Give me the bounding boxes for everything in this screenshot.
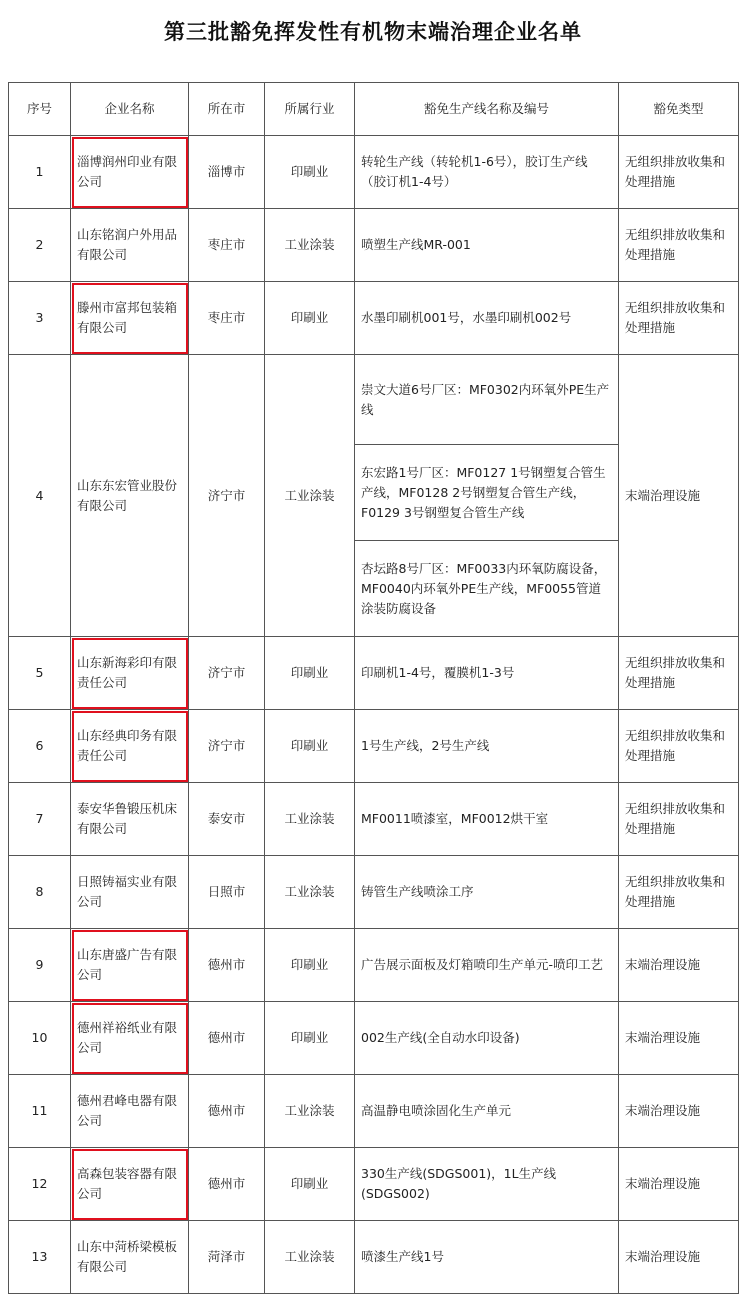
production-lines-cell: MF0011喷漆室，MF0012烘干室 [355,783,619,856]
table-row [9,710,739,783]
exemption-type-cell: 末端治理设施 [619,1002,739,1075]
exemption-type-cell: 末端治理设施 [619,929,739,1002]
exemption-type-cell: 末端治理设施 [619,1148,739,1221]
exemption-type-cell: 无组织排放收集和处理措施 [619,856,739,929]
table-row [9,1002,739,1075]
table-header-row [9,83,739,136]
company-name: 山东铭润户外用品有限公司 [71,209,189,282]
city-cell: 淄博市 [189,136,265,209]
exemption-type-cell: 无组织排放收集和处理措施 [619,637,739,710]
production-lines-cell: 广告展示面板及灯箱喷印生产单元-喷印工艺 [355,929,619,1002]
company-name: 高森包装容器有限公司 [71,1148,189,1221]
row-no: 3 [9,282,71,355]
table-row [9,1221,739,1294]
page-title: 第三批豁免挥发性有机物末端治理企业名单 [164,19,582,44]
row-no: 6 [9,710,71,783]
table-row [9,209,739,282]
city-cell: 德州市 [189,929,265,1002]
exemption-type-cell: 无组织排放收集和处理措施 [619,136,739,209]
industry-cell: 工业涂装 [265,355,355,637]
industry-cell: 工业涂装 [265,856,355,929]
company-name: 山东中菏桥梁模板有限公司 [71,1221,189,1294]
industry-cell: 印刷业 [265,637,355,710]
company-name: 淄博润州印业有限公司 [71,136,189,209]
company-name: 山东东宏管业股份有限公司 [71,355,189,637]
company-name: 滕州市富邦包装箱有限公司 [71,282,189,355]
city-cell: 泰安市 [189,783,265,856]
header-industry: 所属行业 [265,83,355,136]
production-lines-cell: 崇文大道6号厂区：MF0302内环氧外PE生产线 [355,355,619,445]
table-row [9,1148,739,1221]
city-cell: 菏泽市 [189,1221,265,1294]
production-lines-cell: 铸管生产线喷涂工序 [355,856,619,929]
company-name: 泰安华鲁锻压机床有限公司 [71,783,189,856]
city-cell: 枣庄市 [189,282,265,355]
row-no: 2 [9,209,71,282]
header-no: 序号 [9,83,71,136]
city-cell: 德州市 [189,1075,265,1148]
industry-cell: 工业涂装 [265,1075,355,1148]
industry-cell: 印刷业 [265,929,355,1002]
header-name: 企业名称 [71,83,189,136]
table-row [9,637,739,710]
exemption-type-cell: 无组织排放收集和处理措施 [619,282,739,355]
header-type: 豁免类型 [619,83,739,136]
company-name: 德州祥裕纸业有限公司 [71,1002,189,1075]
production-lines-cell: 印刷机1-4号，覆膜机1-3号 [355,637,619,710]
production-lines-cell: 002生产线(全自动水印设备) [355,1002,619,1075]
exemption-type-cell: 末端治理设施 [619,355,739,637]
company-name: 日照铸福实业有限公司 [71,856,189,929]
exemption-type-cell: 无组织排放收集和处理措施 [619,209,739,282]
row-no: 10 [9,1002,71,1075]
exemption-type-cell: 末端治理设施 [619,1221,739,1294]
row-no: 11 [9,1075,71,1148]
industry-cell: 工业涂装 [265,209,355,282]
industry-cell: 印刷业 [265,136,355,209]
table-row [9,929,739,1002]
company-name: 山东新海彩印有限责任公司 [71,637,189,710]
exemption-type-cell: 末端治理设施 [619,1075,739,1148]
city-cell: 济宁市 [189,710,265,783]
exemption-type-cell: 无组织排放收集和处理措施 [619,710,739,783]
table-row [9,136,739,209]
city-cell: 济宁市 [189,637,265,710]
industry-cell: 印刷业 [265,282,355,355]
industry-cell: 工业涂装 [265,1221,355,1294]
production-lines-cell: 水墨印刷机001号，水墨印刷机002号 [355,282,619,355]
company-name: 德州君峰电器有限公司 [71,1075,189,1148]
production-lines-cell: 高温静电喷涂固化生产单元 [355,1075,619,1148]
row-no: 4 [9,355,71,637]
city-cell: 日照市 [189,856,265,929]
table-row [9,856,739,929]
production-lines-cell: 转轮生产线（转轮机1-6号），胶订生产线（胶订机1-4号） [355,136,619,209]
exemption-type-cell: 无组织排放收集和处理措施 [619,783,739,856]
city-cell: 枣庄市 [189,209,265,282]
city-cell: 德州市 [189,1002,265,1075]
row-no: 7 [9,783,71,856]
row-no: 1 [9,136,71,209]
row-no: 9 [9,929,71,1002]
industry-cell: 印刷业 [265,710,355,783]
production-lines-cell: 东宏路1号厂区：MF0127 1号钢塑复合管生产线，MF0128 2号钢塑复合管生产线，F0129 3号钢塑复合管生产线 [355,445,619,541]
row-no: 5 [9,637,71,710]
production-lines-cell: 杏坛路8号厂区：MF0033内环氧防腐设备，MF0040内环氧外PE生产线，MF0055管道涂装防腐设备 [355,541,619,637]
table-row [9,282,739,355]
production-lines-cell: 1号生产线，2号生产线 [355,710,619,783]
table-row [9,355,739,445]
header-lines: 豁免生产线名称及编号 [355,83,619,136]
production-lines-cell: 喷漆生产线1号 [355,1221,619,1294]
row-no: 12 [9,1148,71,1221]
company-name: 山东唐盛广告有限公司 [71,929,189,1002]
production-lines-cell: 330生产线(SDGS001)，1L生产线(SDGS002) [355,1148,619,1221]
industry-cell: 工业涂装 [265,783,355,856]
city-cell: 德州市 [189,1148,265,1221]
industry-cell: 印刷业 [265,1002,355,1075]
row-no: 8 [9,856,71,929]
production-lines-cell: 喷塑生产线MR-001 [355,209,619,282]
company-name: 山东经典印务有限责任公司 [71,710,189,783]
row-no: 13 [9,1221,71,1294]
header-city: 所在市 [189,83,265,136]
table-row [9,1075,739,1148]
enterprise-table [8,82,739,1294]
industry-cell: 印刷业 [265,1148,355,1221]
city-cell: 济宁市 [189,355,265,637]
table-row [9,783,739,856]
